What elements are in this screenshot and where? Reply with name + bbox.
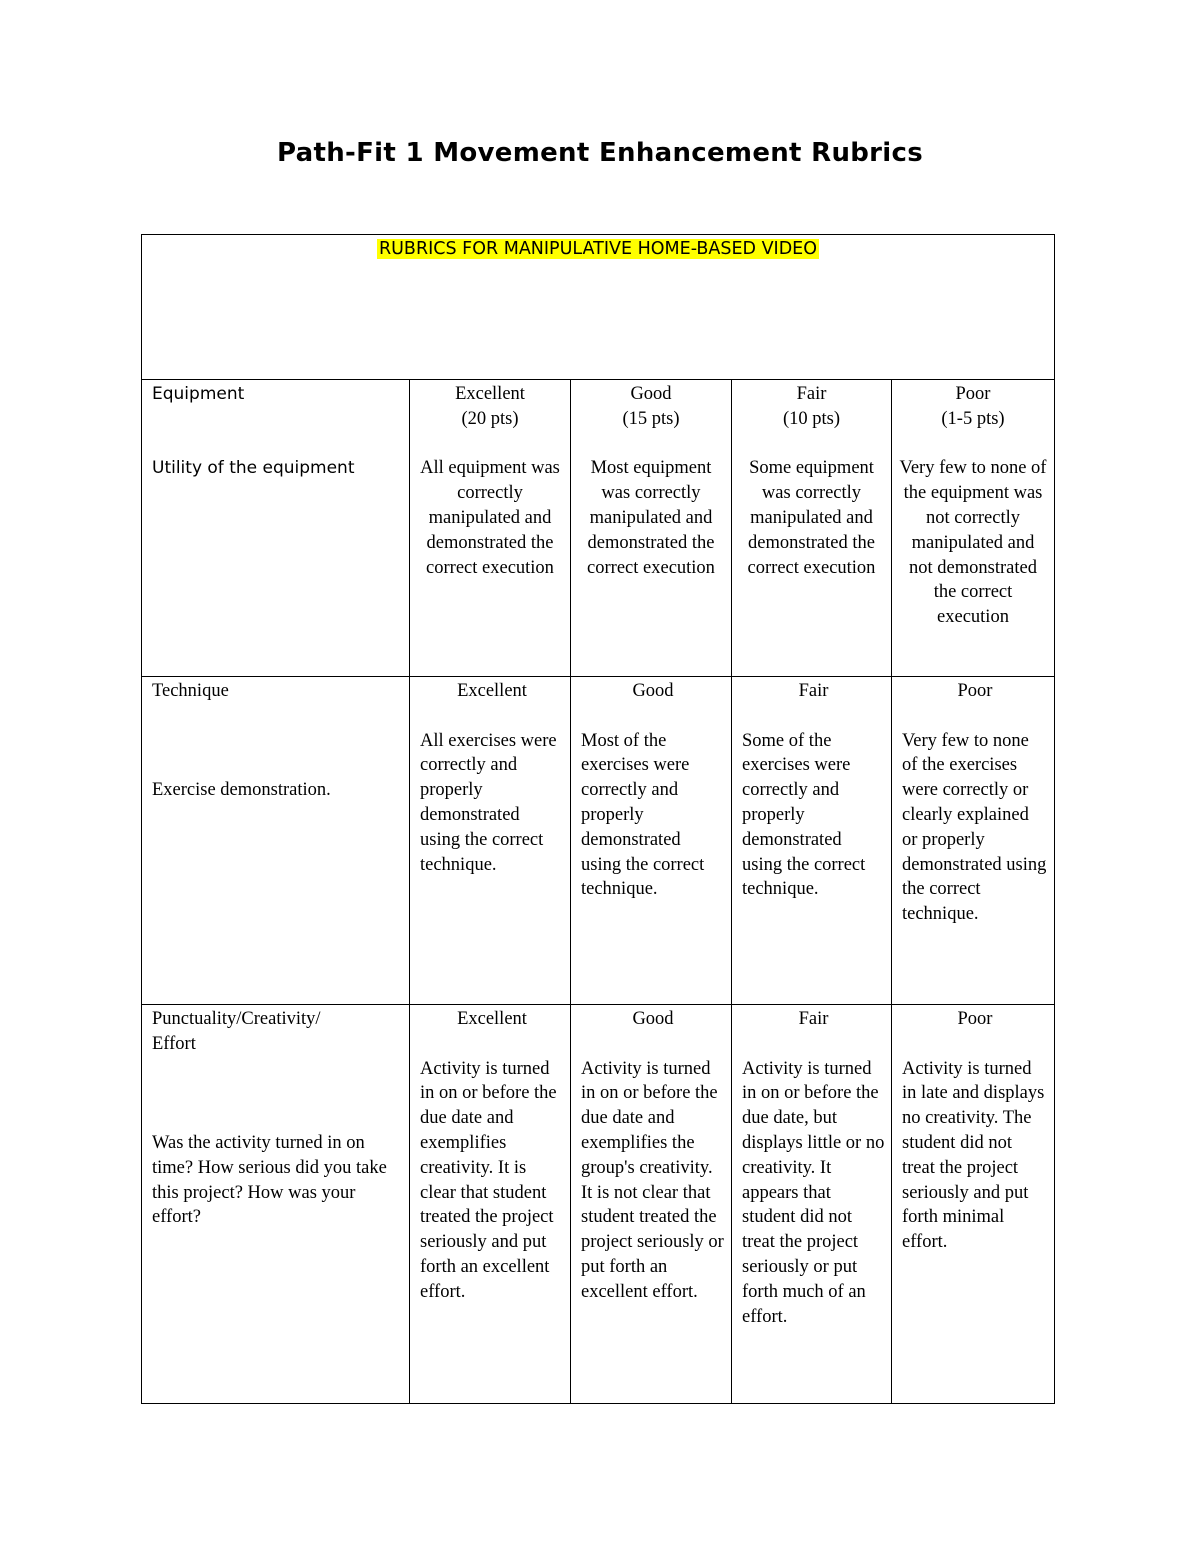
level-description: Very few to none of the exercises were correctly or clearly explained or properly demonstrated using the correct technique. xyxy=(902,730,1047,925)
level-points: (10 pts) xyxy=(782,408,841,429)
level-name: Excellent xyxy=(457,1009,527,1029)
level-name: Poor xyxy=(955,384,991,404)
level-name: Good xyxy=(632,1009,674,1029)
document-title: Path-Fit 1 Movement Enhancement Rubrics xyxy=(276,138,924,168)
level-name: Fair xyxy=(796,384,827,404)
level-description: Most equipment was correctly manipulated and demonstrated the correct execution xyxy=(587,458,715,578)
rubric-header-cell xyxy=(142,235,1055,380)
criterion-name: Technique xyxy=(152,681,229,701)
level-description: Activity is turned in on or before the due date and exemplifies the group's creativity. It is not clear that student treated the project seriously or put forth an excellent effort. xyxy=(581,1058,724,1302)
criterion-cell xyxy=(142,677,410,1005)
rubric-header: RUBRICS FOR MANIPULATIVE HOME-BASED VIDEO xyxy=(378,239,818,259)
level-cell-poor xyxy=(892,380,1055,677)
level-name: Poor xyxy=(957,681,993,701)
level-cell-poor xyxy=(892,1005,1055,1404)
level-cell-good xyxy=(571,1005,732,1404)
table-row xyxy=(142,1005,1055,1404)
level-cell-fair xyxy=(732,380,892,677)
criterion-description: Was the activity turned in on time? How serious did you take this project? How was your effort? xyxy=(152,1132,387,1228)
level-description: Activity is turned in late and displays no creativity. The student did not treat the project seriously and put forth minimal effort. xyxy=(902,1058,1045,1253)
rubric-table xyxy=(141,234,1055,1404)
criterion-description: Utility of the equipment xyxy=(152,458,355,479)
level-description: Activity is turned in on or before the due date and exemplifies creativity. It is clear that student treated the project seriously and put forth an excellent effort. xyxy=(420,1058,557,1302)
level-cell-poor xyxy=(892,677,1055,1005)
level-cell-fair xyxy=(732,677,892,1005)
level-name: Excellent xyxy=(455,384,525,404)
level-description: Some of the exercises were correctly and properly demonstrated using the correct technique. xyxy=(742,730,866,900)
criterion-name: Equipment xyxy=(152,384,245,404)
level-description: All equipment was correctly manipulated and demonstrated the correct execution xyxy=(420,458,560,578)
level-name: Good xyxy=(632,681,674,701)
level-cell-excellent xyxy=(410,1005,571,1404)
level-description: Activity is turned in on or before the due date, but displays little or no creativity. It appears that student did not treat the project seriously or put forth much of an effort. xyxy=(742,1058,885,1327)
table-row xyxy=(142,380,1055,677)
level-name: Poor xyxy=(957,1009,993,1029)
criterion-description: Exercise demonstration. xyxy=(152,780,331,801)
criterion-name: Punctuality/Creativity/ Effort xyxy=(152,1009,321,1054)
level-points: (15 pts) xyxy=(622,408,680,429)
level-cell-excellent xyxy=(410,677,571,1005)
criterion-cell xyxy=(142,380,410,677)
level-name: Fair xyxy=(798,681,829,701)
level-description: Most of the exercises were correctly and properly demonstrated using the correct technique. xyxy=(581,730,705,900)
level-description: All exercises were correctly and properly demonstrated using the correct technique. xyxy=(420,730,557,875)
level-description: Some equipment was correctly manipulated and demonstrated the correct execution xyxy=(747,458,876,578)
level-name: Excellent xyxy=(457,681,527,701)
level-cell-good xyxy=(571,677,732,1005)
level-cell-good xyxy=(571,380,732,677)
level-points: (20 pts) xyxy=(461,408,519,429)
criterion-cell xyxy=(142,1005,410,1404)
level-cell-excellent xyxy=(410,380,571,677)
level-description: Very few to none of the equipment was not correctly manipulated and not demonstrated the correct execution xyxy=(899,458,1047,628)
level-cell-fair xyxy=(732,1005,892,1404)
level-name: Good xyxy=(630,384,672,404)
level-points: (1-5 pts) xyxy=(941,408,1005,429)
level-name: Fair xyxy=(798,1009,829,1029)
table-row xyxy=(142,677,1055,1005)
